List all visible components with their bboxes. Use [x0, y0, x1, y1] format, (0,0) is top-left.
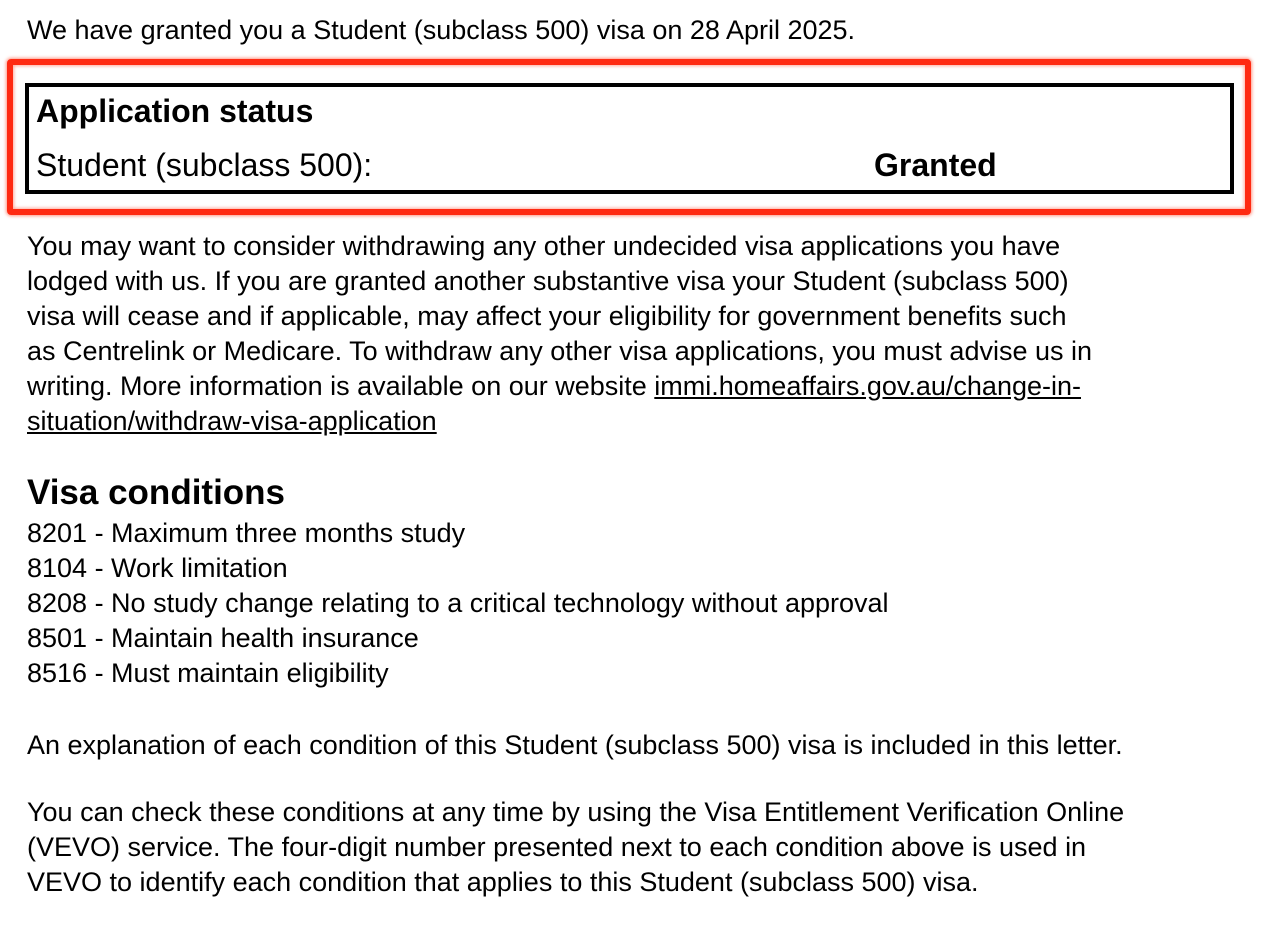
withdrawal-line: You may want to consider withdrawing any other undecided visa applications you have	[27, 231, 1061, 261]
application-status-table	[25, 83, 1234, 194]
vevo-line: VEVO to identify each condition that applies to this Student (subclass 500) visa.	[27, 867, 979, 897]
vevo-paragraph	[27, 795, 1124, 900]
withdrawal-line	[27, 369, 1092, 404]
condition-item: 8501 - Maintain health insurance	[27, 623, 419, 653]
status-value-granted: Granted	[874, 147, 997, 183]
withdrawal-line: lodged with us. If you are granted another substantive visa your Student (subclass 500)	[27, 266, 1069, 296]
withdrawal-line-text: writing. More information is available on our website	[27, 371, 655, 401]
withdrawal-line: as Centrelink or Medicare. To withdraw any other visa applications, you must advise us in	[27, 336, 1093, 366]
condition-item: 8104 - Work limitation	[27, 553, 288, 583]
condition-item: 8201 - Maximum three months study	[27, 518, 466, 548]
withdrawal-paragraph	[27, 229, 1092, 439]
visa-subclass-label: Student (subclass 500):	[36, 147, 373, 183]
conditions-explanation-text: An explanation of each condition of this Student (subclass 500) visa is included in this letter.	[27, 730, 1123, 760]
visa-conditions-heading: Visa conditions	[27, 473, 286, 512]
withdraw-visa-link-continued[interactable]: situation/withdraw-visa-application	[27, 406, 437, 436]
application-status-heading: Application status	[36, 93, 314, 129]
withdrawal-line	[27, 404, 1092, 439]
condition-item: 8208 - No study change relating to a critical technology without approval	[27, 588, 889, 618]
condition-item: 8516 - Must maintain eligibility	[27, 658, 389, 688]
vevo-line: (VEVO) service. The four-digit number presented next to each condition above is used in	[27, 832, 1087, 862]
withdraw-visa-link[interactable]: immi.homeaffairs.gov.au/change-in-	[654, 371, 1081, 401]
grant-intro-text: We have granted you a Student (subclass 500) visa on 28 April 2025.	[27, 15, 856, 45]
vevo-line: You can check these conditions at any time by using the Visa Entitlement Verification Online	[27, 797, 1125, 827]
visa-conditions-list	[27, 516, 889, 691]
withdrawal-line: visa will cease and if applicable, may affect your eligibility for government benefits such	[27, 301, 1067, 331]
